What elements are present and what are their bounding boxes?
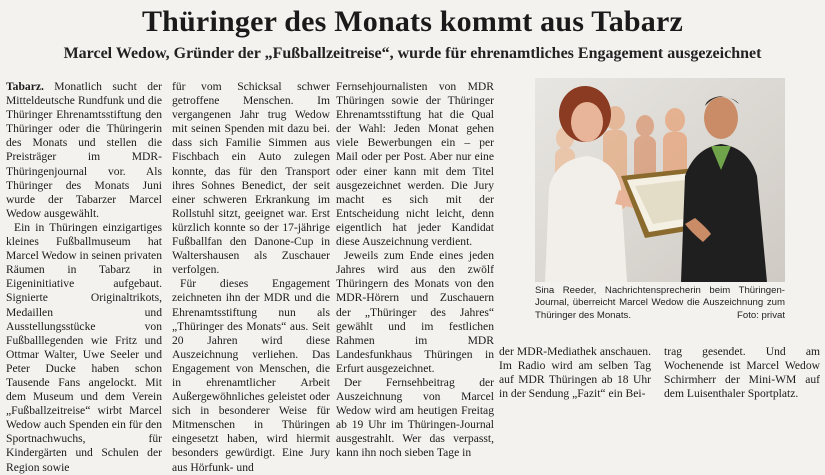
article-column-5 (664, 345, 820, 401)
paragraph (6, 80, 162, 221)
article-headline: Thüringer des Monats kommt aus Tabarz (141, 5, 684, 38)
photo-caption (535, 285, 785, 322)
paragraph-text: Monatlich sucht der Mitteldeutsche Rundfunk und die Thüringer Ehrenamtsstiftung den Thüringer oder die Thüringerin des Monats und stellen die Preisträger im MDR-Thüringenjournal vor. Als Thüringer des Monats Juni wurde der Tabarzer Marcel Wedow ausgewählt. (6, 80, 162, 220)
article-column-1 (6, 80, 162, 474)
paragraph: Für dieses Engagement zeichneten ihn der MDR und die Ehrenamtsstiftung nun als „Thüringer des Monats“ aus. Seit 20 Jahren wird diese Auszeichnung verliehen. Das Engagement von Menschen, die in ehrenamtlicher Arbeit Außergewöhnliches geleistet oder sich in besonderer Weise für Mitmenschen in Thüringen eingesetzt haben, wird hiermit besonders gewürdigt. Eine Jury aus Hörfunk- und (172, 277, 330, 474)
photo-credit: Foto: privat (737, 309, 785, 321)
article-column-4 (499, 345, 651, 401)
award-photo (535, 78, 785, 282)
paragraph: Ein in Thüringen einzigartiges kleines Fußballmuseum hat Marcel Wedow in seinen privaten Räumen in Tabarz in Eigeninitiative aufgebaut. Signierte Originaltrikots, Medaillen und Ausstellungsstücke von Fußballlegenden wie Fritz und Ottmar Walter, Uwe Seeler und Peter Ducke haben schon Tausende Fans angelockt. Mit dem Museum und dem Verein „Fußballzeitreise“ wirbt Marcel Wedow auch Spenden ein für den Sportnachwuchs, für Kindergärten und Schulen der Region sowie (6, 220, 162, 474)
paragraph: Jeweils zum Ende eines jeden Jahres wird aus den zwölf Thüringern des Monats von den MDR-Hörern und Zuschauern der „Thüringer des Jahres“ gewählt und im festlichen Rahmen im MDR Landesfunkhaus Thüringen in Erfurt ausgezeichnet. (336, 249, 494, 375)
article-column-3 (336, 80, 494, 460)
dateline: Tabarz. (6, 80, 44, 93)
paragraph: Der Fernsehbeitrag der Auszeichnung von Marcel Wedow wird am heutigen Freitag ab 19 Uhr im Thüringen-Journal ausgestrahlt. Wer das verpasst, kann ihn noch sieben Tage in (336, 375, 494, 460)
article-subheadline: Marcel Wedow, Gründer der „Fußballzeitreise“, wurde für ehrenamtliches Engagement ausgezeichnet (63, 45, 762, 62)
article-column-2 (172, 80, 330, 474)
paragraph: der MDR-Mediathek anschauen. Im Radio wird am selben Tag auf MDR Thüringen ab 18 Uhr in der Sendung „Fazit“ ein Bei- (499, 345, 651, 400)
paragraph: trag gesendet. Und am Wochenende ist Marcel Wedow Schirmherr der Mini-WM auf dem Luisenthaler Sportplatz. (664, 345, 820, 400)
caption-text: Sina Reeder, Nachrichtensprecherin beim Thüringen-Journal, überreicht Marcel Wedow die Auszeichnung zum Thüringer des Monats. (535, 285, 785, 321)
paragraph: für vom Schicksal schwer getroffene Menschen. Im vergangenen Jahr trug Wedow mit seinen Spenden mit dazu bei. dass sich Familie Simmen aus Fischbach ein Auto zulegen konnte, das für den Transport ihres Sohnes Benedict, der seit einer schweren Erkrankung im Rollstuhl sitzt, geeignet war. Erst kürzlich konnte so der 17-jährige Fußballfan den Danone-Cup in Waltershausen als Zuschauer verfolgen. (172, 80, 330, 277)
paragraph: Fernsehjournalisten von MDR Thüringen sowie der Thüringer Ehrenamtsstiftung hat die Qual der Wahl: Jeden Monat gehen viele Bewerbungen ein – per Mail oder per Post. Aber nur eine oder einer kann mit dem Titel ausgezeichnet werden. Die Jury macht es sich mit der Entscheidung nicht leicht, denn eigentlich hat jeder Kandidat diese Auszeichnung verdient. (336, 80, 494, 249)
